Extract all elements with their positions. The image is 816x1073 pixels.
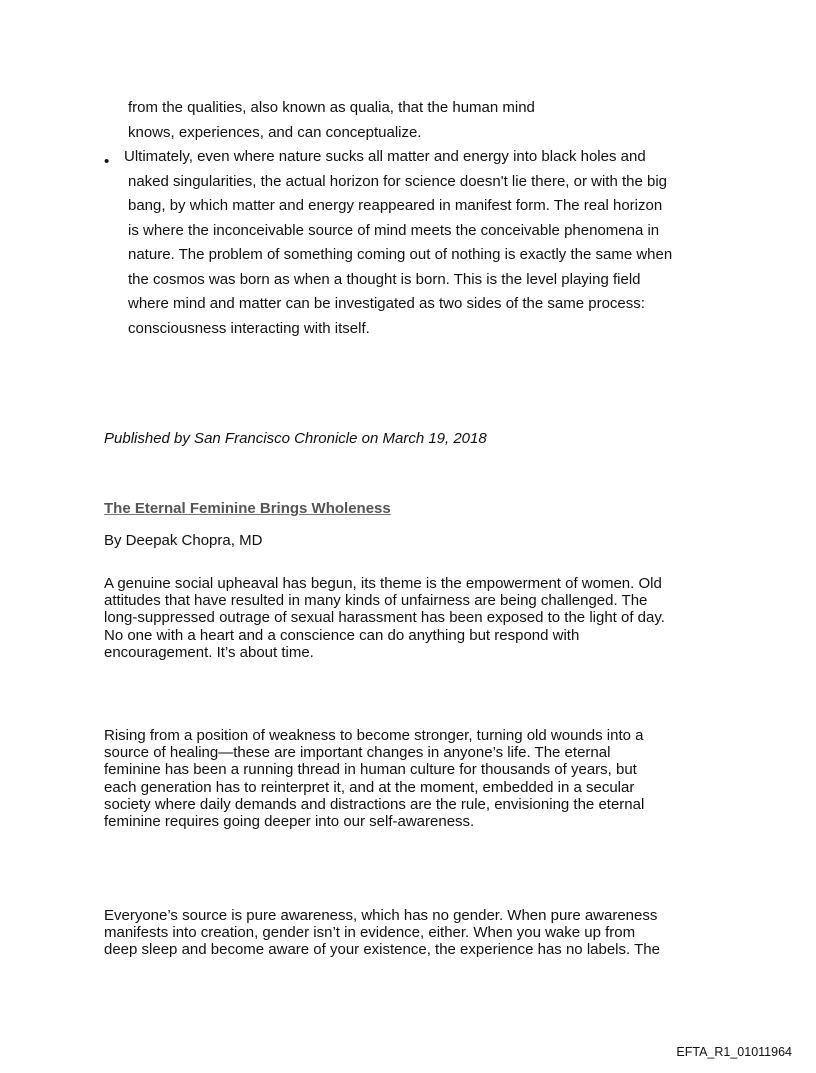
text-line: bang, by which matter and energy reappeared in manifest form. The real horizon	[128, 197, 663, 214]
intro-text	[128, 96, 535, 145]
text-line: source of healing—these are important changes in anyone’s life. The eternal	[104, 744, 611, 762]
text-line: Everyone’s source is pure awareness, which has no gender. When pure awareness	[104, 907, 658, 924]
text-line: each generation has to reinterpret it, and at the moment, embedded in a secular	[104, 778, 635, 796]
text-line: consciousness interacting with itself.	[128, 319, 370, 337]
text-line: No one with a heart and a conscience can do anything but respond with	[104, 626, 580, 644]
text-line: Rising from a position of weakness to become stronger, turning old wounds into a	[104, 727, 644, 744]
document-id-footer: EFTA_R1_01011964	[676, 1045, 792, 1059]
text-line: the cosmos was born as when a thought is born. This is the level playing field	[128, 270, 641, 288]
text-line: attitudes that have resulted in many kinds of unfairness are being challenged. The	[104, 592, 648, 610]
text-line: manifests into creation, gender isn’t in evidence, either. When you wake up from	[104, 924, 636, 942]
text-line: where mind and matter can be investigated as two sides of the same process:	[128, 295, 645, 312]
bullet-marker: •	[104, 153, 110, 170]
text-line: is where the inconceivable source of mind meets the conceivable phenomena in	[128, 221, 660, 239]
text-line: feminine has been a running thread in human culture for thousands of years, but	[104, 761, 637, 779]
text-line: from the qualities, also known as qualia, that the human mind	[128, 99, 535, 116]
paragraph-3	[104, 907, 660, 959]
text-line: naked singularities, the actual horizon for science doesn't lie there, or with the big	[128, 172, 668, 190]
article-title[interactable]: The Eternal Feminine Brings Wholeness	[104, 500, 391, 517]
paragraph-1	[104, 575, 665, 661]
text-line: A genuine social upheaval has begun, its theme is the empowerment of women. Old	[104, 575, 662, 592]
text-line: deep sleep and become aware of your existence, the experience has no labels. The	[104, 941, 660, 959]
byline: By Deepak Chopra, MD	[104, 532, 263, 549]
text-line: long-suppressed outrage of sexual harassment has been exposed to the light of day.	[104, 609, 665, 627]
publication-note: Published by San Francisco Chronicle on March 19, 2018	[104, 430, 487, 447]
text-line: encouragement. It’s about time.	[104, 643, 314, 661]
text-line: feminine requires going deeper into our self-awareness.	[104, 813, 475, 831]
text-line: society where daily demands and distractions are the rule, envisioning the eternal	[104, 795, 645, 813]
paragraph-2	[104, 727, 644, 830]
text-line: knows, experiences, and can conceptualize.	[128, 123, 422, 141]
bullet-item	[124, 145, 673, 341]
text-line: nature. The problem of something coming out of nothing is exactly the same when	[128, 246, 673, 263]
text-line: Ultimately, even where nature sucks all matter and energy into black holes and	[124, 148, 646, 165]
